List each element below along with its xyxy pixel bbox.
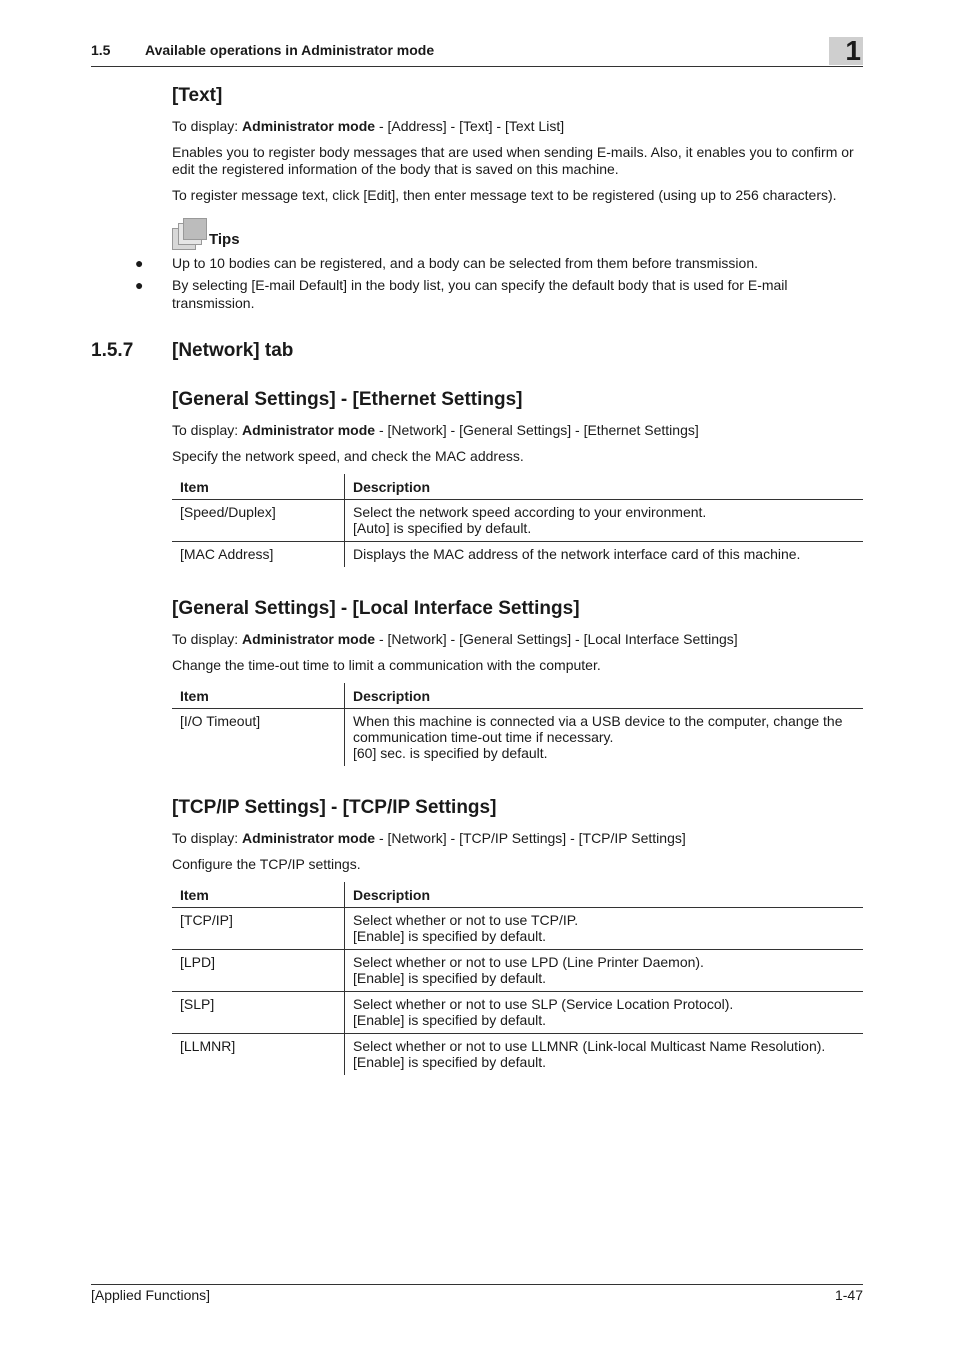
- text-register-note: To register message text, click [Edit], then enter message text to be registered (using up to 256 characters).: [172, 187, 837, 203]
- item-cell: [SLP]: [172, 992, 345, 1034]
- page-number: 1-47: [834, 1287, 863, 1303]
- text-display-path: To display: Administrator mode - [Address] - [Text] - [Text List]: [172, 118, 565, 134]
- chapter-number: 1: [845, 35, 861, 66]
- text-description: Enables you to register body messages that are used when sending E-mails. Also, it enables you to confirm or edit the registered information of the body that is saved on this machine.: [172, 144, 854, 177]
- table-row: [172, 950, 863, 992]
- ethernet-display-path: To display: Administrator mode - [Network] - [General Settings] - [Ethernet Settings]: [172, 422, 699, 438]
- page-header: [91, 35, 863, 67]
- text-section-title: [Text]: [172, 85, 223, 106]
- network-tab-heading: [91, 340, 293, 362]
- table-row: [172, 908, 863, 950]
- description-cell: Select whether or not to use LLMNR (Link-local Multicast Name Resolution). [Enable] is specified by default.: [353, 1038, 826, 1070]
- description-cell: Select whether or not to use LPD (Line Printer Daemon). [Enable] is specified by default.: [345, 950, 864, 992]
- item-cell: [TCP/IP]: [172, 908, 345, 950]
- tcpip-display-path: To display: Administrator mode - [Network] - [TCP/IP Settings] - [TCP/IP Settings]: [172, 830, 686, 846]
- tips-list: [135, 254, 864, 312]
- item-cell: [I/O Timeout]: [172, 709, 345, 767]
- table-header-row: [172, 683, 863, 709]
- item-cell: [Speed/Duplex]: [172, 500, 345, 542]
- col-item-header: Item: [172, 474, 345, 500]
- description-cell: Displays the MAC address of the network interface card of this machine.: [353, 546, 801, 562]
- ethernet-settings-section: [172, 388, 864, 567]
- col-description-header: Description: [345, 474, 864, 500]
- header-section-title: Available operations in Administrator mode: [145, 42, 435, 58]
- local-interface-table: [172, 683, 863, 766]
- local-interface-display-path: To display: Administrator mode - [Network] - [General Settings] - [Local Interface Settings]: [172, 631, 738, 647]
- ethernet-description: Specify the network speed, and check the MAC address.: [172, 448, 524, 464]
- local-interface-title: [General Settings] - [Local Interface Settings]: [172, 598, 580, 619]
- table-row: [172, 709, 863, 767]
- tcpip-description: Configure the TCP/IP settings.: [172, 856, 361, 872]
- col-item-header: Item: [172, 683, 345, 709]
- local-interface-section: [172, 597, 864, 766]
- network-section-number: 1.5.7: [91, 340, 134, 361]
- col-item-header: Item: [172, 882, 345, 908]
- network-section-title: [Network] tab: [172, 340, 294, 361]
- item-cell: [MAC Address]: [172, 542, 345, 568]
- table-row: [172, 542, 863, 568]
- page-footer: [91, 1284, 863, 1303]
- list-item: ● By selecting [E-mail Default] in the body list, you can specify the default body that is used for E-mail transmission.: [135, 277, 788, 311]
- text-section: [135, 84, 864, 316]
- col-description-header: Description: [345, 683, 864, 709]
- description-cell: Select whether or not to use TCP/IP. [Enable] is specified by default.: [345, 908, 864, 950]
- bullet-icon: ●: [135, 277, 144, 293]
- description-cell: Select the network speed according to your environment. [Auto] is specified by default.: [345, 500, 864, 542]
- tips-label: Tips: [209, 231, 240, 248]
- footer-manual-name: [Applied Functions]: [91, 1287, 211, 1303]
- table-row: [172, 500, 863, 542]
- list-item: ● Up to 10 bodies can be registered, and a body can be selected from them before transmission.: [135, 255, 759, 271]
- tips-header: [172, 218, 864, 248]
- table-row: [172, 1034, 863, 1076]
- description-cell: When this machine is connected via a USB device to the computer, change the communication time-out time if necessary. [60] sec. is specified by default.: [353, 713, 843, 761]
- tips-icon: [172, 218, 206, 248]
- tcpip-title: [TCP/IP Settings] - [TCP/IP Settings]: [172, 797, 497, 818]
- header-section-number: 1.5: [91, 42, 111, 58]
- table-row: [172, 992, 863, 1034]
- ethernet-table: [172, 474, 863, 567]
- ethernet-title: [General Settings] - [Ethernet Settings]: [172, 389, 523, 410]
- table-header-row: [172, 474, 863, 500]
- local-interface-description: Change the time-out time to limit a communication with the computer.: [172, 657, 601, 673]
- bullet-icon: ●: [135, 255, 144, 271]
- item-cell: [LLMNR]: [172, 1034, 345, 1076]
- col-description-header: Description: [345, 882, 864, 908]
- tcpip-settings-section: [172, 796, 864, 1075]
- tcpip-table: [172, 882, 863, 1075]
- item-cell: [LPD]: [172, 950, 345, 992]
- table-header-row: [172, 882, 863, 908]
- description-cell: Select whether or not to use SLP (Service Location Protocol). [Enable] is specified by default.: [345, 992, 864, 1034]
